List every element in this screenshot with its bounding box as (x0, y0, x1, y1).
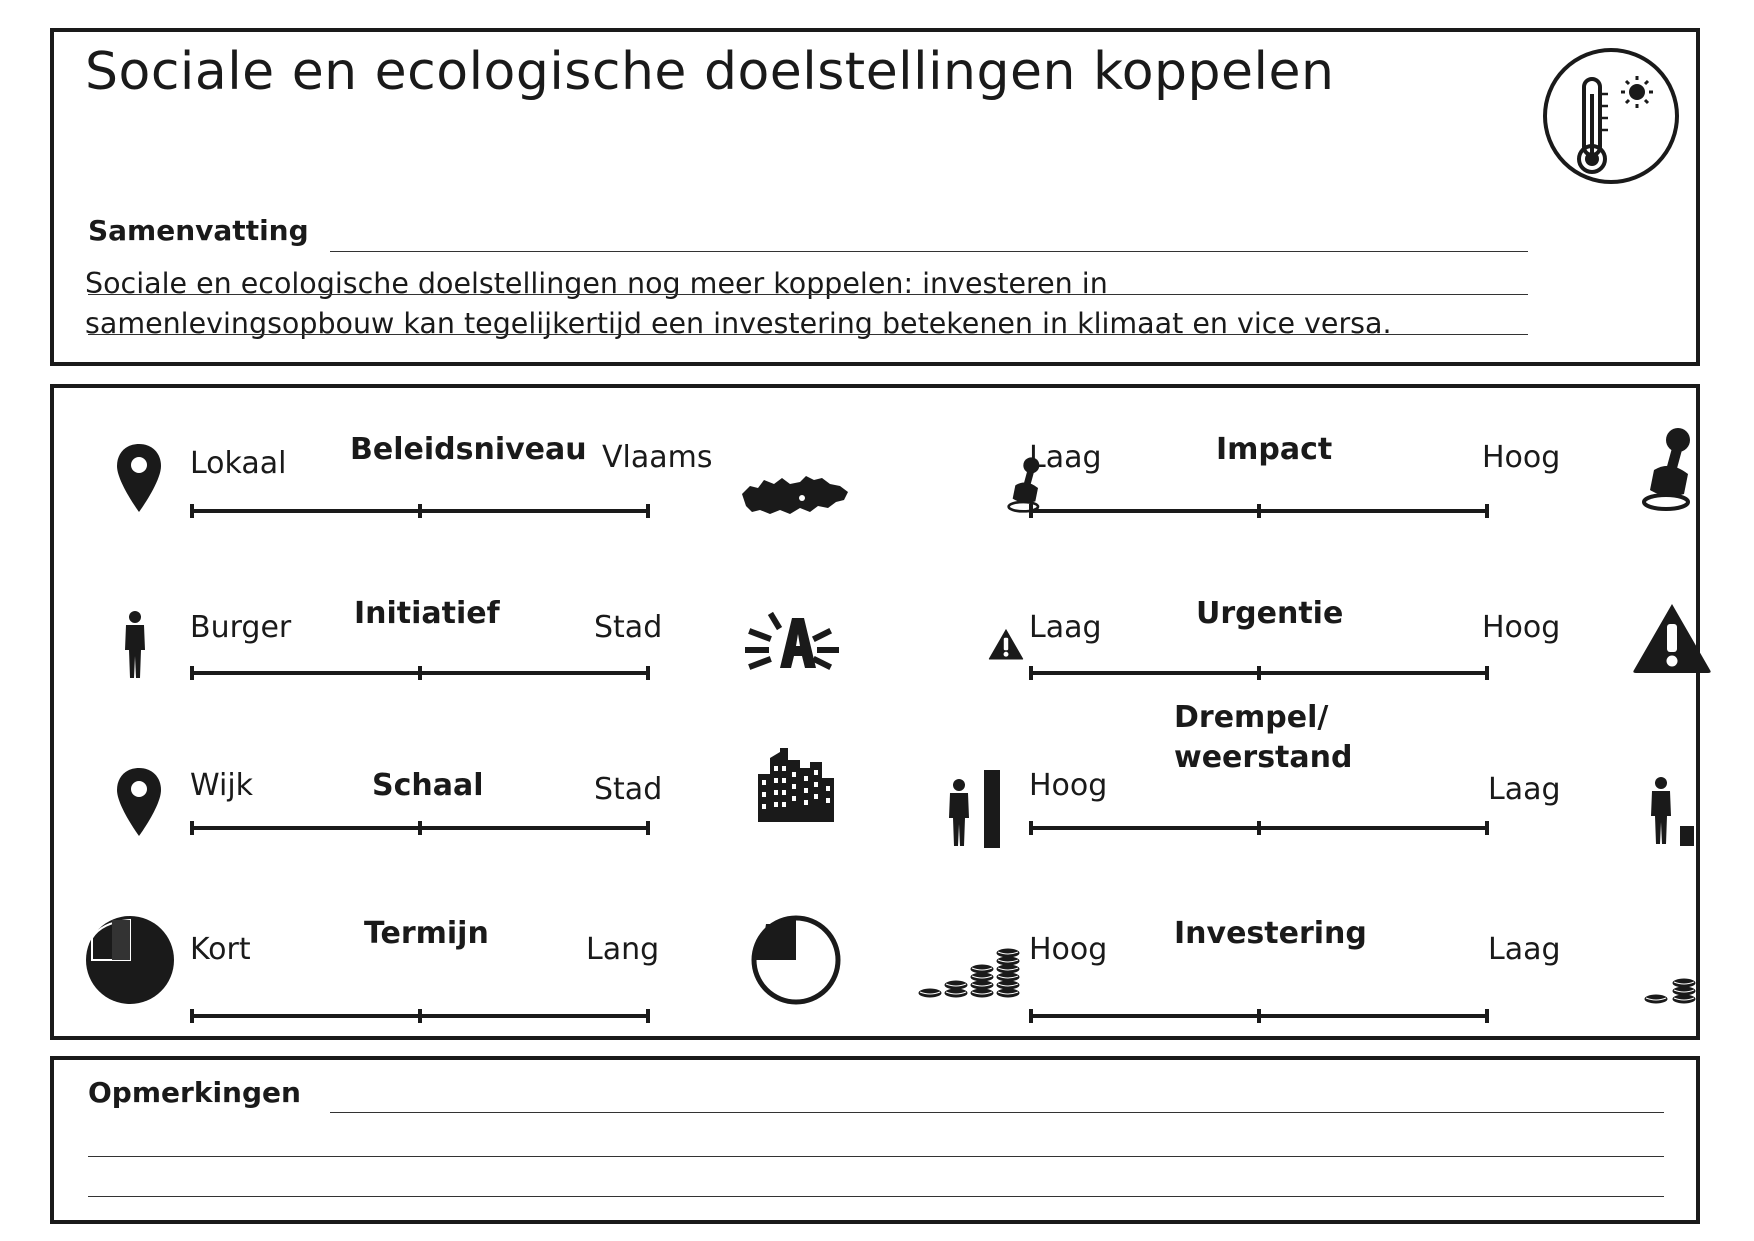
summary-underline (330, 251, 1528, 252)
scale-left-label: Wijk (190, 768, 254, 803)
thermometer-sun-icon (1541, 46, 1681, 186)
scale-right-label: Laag (1488, 772, 1561, 807)
scale-right-label: Vlaams (602, 440, 713, 475)
summary-line-1: Sociale en ecologische doelstellingen nog meer koppelen: investeren in (85, 267, 1108, 300)
person-tall-barrier-icon (942, 768, 1002, 852)
scale-right-label: Hoog (1482, 440, 1561, 475)
scale-right-label: Stad (594, 772, 663, 807)
scale-left-label: Kort (190, 932, 251, 967)
criteria-panel (50, 384, 1700, 1040)
scale-left-label: Hoog (1029, 932, 1108, 967)
remarks-line-2[interactable] (88, 1156, 1664, 1157)
criterion-termijn (84, 898, 804, 1038)
warning-small-icon (988, 628, 1024, 664)
person-icon (120, 610, 150, 684)
remarks-line-1[interactable] (330, 1112, 1664, 1113)
summary-line-2: samenlevingsopbouw kan tegelijkertijd een investering betekenen in klimaat en vice versa. (85, 307, 1392, 340)
criterion-schaal (84, 758, 804, 898)
rating-scale[interactable] (1029, 820, 1489, 840)
rating-scale[interactable] (1029, 665, 1489, 685)
criterion-name: Beleidsniveau (350, 432, 587, 467)
criterion-initiatief (84, 596, 804, 742)
remarks-line-3[interactable] (88, 1196, 1664, 1197)
person-low-barrier-icon (1646, 770, 1696, 850)
scale-left-label: Laag (1029, 610, 1102, 645)
stamp-large-icon (1640, 426, 1700, 520)
rating-scale[interactable] (190, 665, 650, 685)
criterion-name: Termijn (364, 916, 489, 951)
scale-left-label: Laag (1029, 440, 1102, 475)
criterion-impact (924, 432, 1644, 572)
city-logo-a-icon (744, 610, 840, 676)
scale-left-label: Burger (190, 610, 292, 645)
flanders-map-icon (740, 472, 850, 522)
criterion-name: Initiatief (354, 596, 500, 631)
scale-right-label: Stad (594, 610, 663, 645)
clock-quarter-icon (750, 914, 842, 1010)
criterion-name-line-1: Drempel/ (1174, 700, 1329, 735)
location-pin-icon (114, 442, 164, 518)
scale-right-label: Laag (1488, 932, 1561, 967)
rating-scale[interactable] (190, 503, 650, 523)
scale-right-label: Hoog (1482, 610, 1561, 645)
summary-panel (50, 28, 1700, 366)
summary-label: Samenvatting (88, 214, 309, 247)
scale-left-label: Lokaal (190, 446, 287, 481)
rating-scale[interactable] (1029, 503, 1489, 523)
criterion-name: Schaal (372, 768, 484, 803)
coin-stacks-small-icon (1644, 974, 1700, 1008)
remarks-label: Opmerkingen (88, 1076, 301, 1109)
criterion-name: Urgentie (1196, 596, 1344, 631)
summary-rule-2 (88, 334, 1528, 335)
location-pin-icon (114, 766, 164, 842)
criterion-name-line-2: weerstand (1174, 740, 1353, 775)
coin-stacks-large-icon (918, 936, 1028, 1004)
rating-scale[interactable] (1029, 1008, 1489, 1028)
scale-right-label: Lang (586, 932, 660, 967)
criterion-name: Impact (1216, 432, 1333, 467)
city-buildings-icon (758, 748, 834, 826)
criterion-name: Investering (1174, 916, 1367, 951)
criterion-drempel (924, 700, 1644, 898)
criterion-investering (924, 898, 1644, 1038)
page-title: Sociale en ecologische doelstellingen koppelen (85, 42, 1335, 102)
rating-scale[interactable] (190, 1008, 650, 1028)
summary-rule-1 (88, 294, 1528, 295)
rating-scale[interactable] (190, 820, 650, 840)
criterion-name (1174, 698, 1352, 778)
summary-text (85, 264, 1392, 344)
warning-large-icon (1632, 602, 1712, 678)
scale-left-label: Hoog (1029, 768, 1108, 803)
criterion-beleidsniveau (84, 432, 804, 572)
remarks-panel (50, 1056, 1700, 1224)
clock-full-icon (84, 914, 176, 1010)
